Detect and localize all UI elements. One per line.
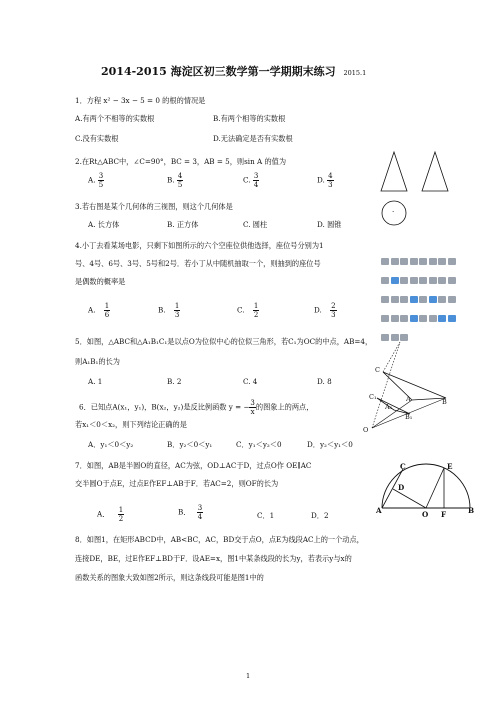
- q1-option-d: D.无法确定是否有实数根: [213, 134, 293, 143]
- empty-seat: [429, 296, 437, 303]
- empty-seat: [410, 296, 418, 303]
- q7-b-den: 4: [197, 513, 203, 521]
- q4-b-den: 3: [174, 311, 180, 319]
- occupied-seat: [448, 258, 456, 265]
- q4-d-num: 2: [331, 302, 336, 310]
- q4-line-1: 4.小丁去看某场电影，只剩下如图所示的六个空座位供他选择，座位号分别为1: [75, 241, 324, 250]
- occupied-seat: [400, 277, 408, 284]
- q4-option-b: [158, 302, 180, 319]
- occupied-seat: [429, 258, 437, 265]
- fig7-label-f: F: [441, 510, 447, 519]
- q7-b-label: B．: [178, 507, 191, 517]
- q7-option-b: [178, 504, 203, 521]
- occupied-seat: [419, 258, 427, 265]
- q5-line-2: 则A₁B₁的长为: [75, 357, 120, 366]
- q3-stem: 3.若右图是某个几何体的三视图，则这个几何体是: [75, 202, 233, 211]
- empty-seat: [391, 277, 399, 284]
- title-text: 2014-2015 海淀区初三数学第一学期期末练习: [101, 65, 336, 78]
- occupied-seat: [400, 315, 408, 322]
- occupied-seat: [381, 315, 389, 322]
- q2-option-d: [317, 172, 334, 189]
- q2-c-label: C.: [243, 175, 251, 185]
- q2-a-fraction: [98, 172, 104, 189]
- q7-a-label: A．: [97, 509, 110, 519]
- q4-line-2: 号、4号、6号、3号、5号和2号．若小丁从中随机抽取一个，则抽到的座位号: [75, 259, 321, 268]
- title-date: 2015.1: [343, 69, 367, 77]
- q6-option-a: A．y₁＜0＜y₂: [88, 440, 134, 449]
- q2-d-label: D.: [317, 175, 325, 185]
- q6-option-d: D．y₂＜y₁＜0: [307, 440, 353, 449]
- q7-option-a: [97, 506, 124, 523]
- q7-option-c: C．1: [257, 511, 275, 520]
- fig5-label-b: B: [442, 398, 447, 406]
- top-view-center-dot: ·: [392, 207, 395, 216]
- q2-d-den: 3: [328, 181, 333, 189]
- q2-d-num: 4: [328, 172, 333, 180]
- q4-b-fraction: [174, 302, 180, 319]
- fig5-label-a1: A₁: [385, 403, 393, 411]
- q6-frac-den: x: [250, 408, 255, 416]
- q2-b-num: 4: [177, 172, 183, 180]
- front-view-triangle: [381, 152, 407, 191]
- q4-option-d: [314, 302, 337, 319]
- cinema-seat-grid: [381, 252, 457, 347]
- q7-a-num: 1: [118, 506, 124, 514]
- q4-b-label: B.: [158, 305, 166, 315]
- q2-b-den: 5: [177, 181, 183, 189]
- q8-line-2: 连接DE，BE，过E作EF⊥BD于F．设AE=x，图1中某条线段的长为y，若表示y与x的: [75, 554, 352, 563]
- q4-c-label: C.: [237, 305, 245, 315]
- q2-b-label: B.: [167, 175, 175, 185]
- three-view-figure: [380, 150, 460, 230]
- q4-b-num: 1: [174, 302, 180, 310]
- occupied-seat: [438, 277, 446, 284]
- occupied-seat: [381, 277, 389, 284]
- q8-line-3: 函数关系的图象大致如图2所示，则这条线段可能是图1中的: [75, 573, 264, 582]
- q8-line-1: 8．如图1，在矩形ABCD中，AB<BC，AC，BD交于点O，点E为线段AC上的一个动点，: [75, 535, 364, 544]
- q3-option-c: C. 圆柱: [243, 220, 268, 229]
- occupied-seat: [438, 258, 446, 265]
- fig5-label-b1: B₁: [405, 413, 413, 421]
- q5-option-b: B. 2: [167, 377, 182, 386]
- q6-option-b: B．y₂＜0＜y₁: [167, 440, 213, 449]
- q7-option-d: D．2: [311, 511, 329, 520]
- fig5-label-c: C: [375, 366, 380, 374]
- q2-a-den: 5: [98, 181, 104, 189]
- fig5-label-a: A: [406, 395, 411, 403]
- q4-line-3: 是偶数的概率是: [75, 277, 126, 286]
- occupied-seat: [429, 315, 437, 322]
- occupied-seat: [419, 315, 427, 322]
- q5-option-d: D. 8: [317, 377, 332, 386]
- q2-c-den: 4: [253, 181, 259, 189]
- q6-line-2: 若x₁＜0＜x₂，则下列结论正确的是: [75, 420, 187, 429]
- fig7-label-c: C: [400, 462, 406, 471]
- occupied-seat: [381, 296, 389, 303]
- occupied-seat: [438, 296, 446, 303]
- q2-option-b: [167, 172, 183, 189]
- q2-d-fraction: [327, 172, 333, 189]
- occupied-seat: [381, 258, 389, 265]
- fig7-label-e: E: [447, 462, 453, 471]
- q4-c-den: 2: [253, 311, 259, 319]
- q1-option-c: C.没有实数根: [75, 134, 119, 143]
- q7-line-1: 7．如图，AB是半圆O的直径，AC为弦，OD⊥AC于D，过点O作 OE∥AC: [75, 461, 312, 470]
- occupied-seat: [448, 296, 456, 303]
- q4-d-den: 3: [331, 311, 336, 319]
- q1-option-b: B.有两个相等的实数根: [213, 114, 286, 123]
- q4-a-num: 1: [104, 302, 110, 310]
- q2-a-num: 3: [98, 172, 104, 180]
- q7-line-2: 交半圆O于点E，过点E作EF⊥AB于F．若AC=2，则OF的长为: [75, 479, 279, 488]
- q2-stem: 2.在Rt△ABC中，∠C=90°，BC = 3，AB = 5，则sin A 的值为: [75, 157, 287, 166]
- q4-c-num: 1: [253, 302, 259, 310]
- q4-d-label: D.: [314, 305, 322, 315]
- q7-b-num: 3: [197, 504, 203, 512]
- fig7-label-b: B: [468, 506, 475, 515]
- fig7-label-d: D: [398, 483, 405, 492]
- q4-a-den: 6: [104, 311, 110, 319]
- q2-option-a: [88, 172, 104, 189]
- page-number: 1: [246, 672, 251, 680]
- occupied-seat: [410, 277, 418, 284]
- q1-stem: 1．方程 x² − 3x − 5 = 0 的根的情况是: [75, 96, 206, 105]
- q6-line-1: [79, 399, 313, 416]
- fig7-label-a: A: [376, 506, 382, 515]
- q6-line-1-pre: 6．已知点A(x₁，y₁)，B(x₂，y₂)是反比例函数 y = −: [79, 402, 250, 412]
- q4-option-a: [88, 302, 110, 319]
- occupied-seat: [400, 296, 408, 303]
- q3-option-b: B. 正方体: [167, 220, 199, 229]
- q2-c-fraction: [253, 172, 259, 189]
- q2-b-fraction: [177, 172, 183, 189]
- fig7-label-o: O: [422, 510, 429, 519]
- fig5-label-o: O: [363, 426, 369, 434]
- empty-seat: [448, 315, 456, 322]
- q7-b-fraction: [197, 504, 203, 521]
- q6-line-1-post: 的图象上的两点，: [255, 402, 314, 412]
- occupied-seat: [448, 277, 456, 284]
- occupied-seat: [419, 277, 427, 284]
- q5-option-a: A. 1: [88, 377, 103, 386]
- homothety-figure: [360, 340, 465, 435]
- q4-a-label: A.: [88, 305, 96, 315]
- q6-frac-num: 3: [250, 399, 255, 407]
- q4-d-fraction: [330, 302, 336, 319]
- q3-option-d: D. 圆锥: [317, 220, 342, 229]
- q2-option-c: [243, 172, 259, 189]
- q4-a-fraction: [104, 302, 110, 319]
- fig5-label-c1: C₁: [369, 393, 377, 401]
- q7-a-fraction: [118, 506, 124, 523]
- q7-a-den: 2: [118, 515, 124, 523]
- q5-line-1: 5．如图，△ABC和△A₁B₁C₁是以点O为位似中心的位似三角形，若C₁为OC的中点，AB=4，: [75, 337, 373, 346]
- q6-option-c: C．y₁＜y₂＜0: [236, 440, 282, 449]
- occupied-seat: [391, 258, 399, 265]
- empty-seat: [410, 315, 418, 322]
- side-view-triangle: [422, 152, 448, 191]
- q2-a-label: A.: [88, 175, 96, 185]
- occupied-seat: [400, 258, 408, 265]
- occupied-seat: [391, 315, 399, 322]
- q5-option-c: C. 4: [243, 377, 258, 386]
- q2-c-num: 3: [253, 172, 259, 180]
- occupied-seat: [429, 277, 437, 284]
- q3-option-a: A. 长方体: [88, 220, 120, 229]
- q1-option-a: A.有两个不相等的实数根: [75, 114, 155, 123]
- empty-seat: [438, 315, 446, 322]
- q4-c-fraction: [253, 302, 259, 319]
- occupied-seat: [391, 296, 399, 303]
- occupied-seat: [419, 296, 427, 303]
- occupied-seat: [410, 258, 418, 265]
- page-title: [101, 67, 366, 78]
- q4-option-c: [237, 302, 259, 319]
